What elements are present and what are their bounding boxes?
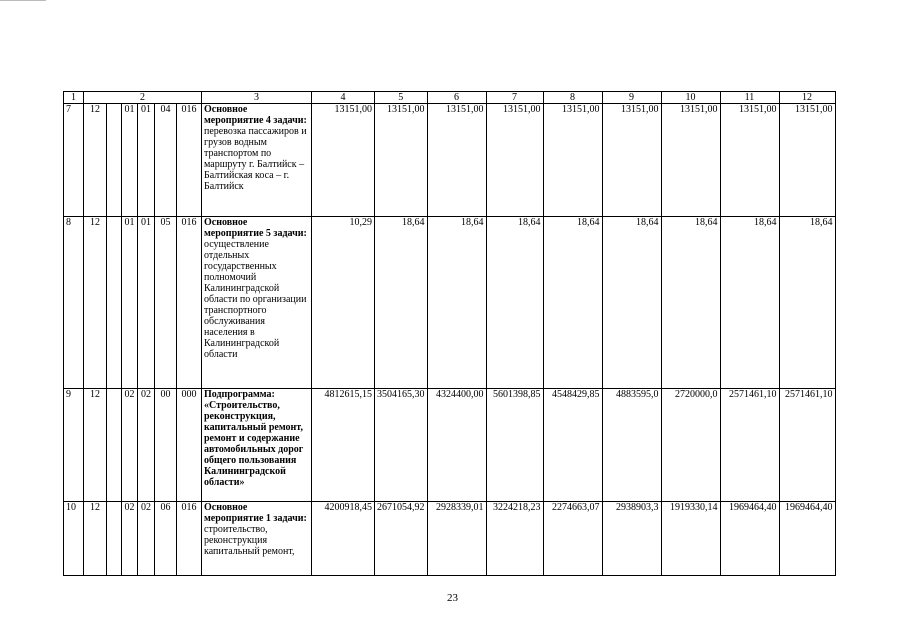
code-cell: 12 <box>84 389 107 502</box>
code-cell: 06 <box>155 502 177 576</box>
value-cell: 18,64 <box>661 217 720 389</box>
page-number: 23 <box>447 592 458 604</box>
scan-edge-mark <box>0 0 46 4</box>
value-cell: 1919330,14 <box>661 502 720 576</box>
row-number: 9 <box>64 389 84 502</box>
value-cell: 13151,00 <box>661 104 720 217</box>
value-cell: 4812615,15 <box>312 389 375 502</box>
value-cell: 2938903,3 <box>602 502 661 576</box>
value-cell: 5601398,85 <box>486 389 543 502</box>
code-cell: 12 <box>84 217 107 389</box>
empty-cell <box>107 104 122 217</box>
header-cell: 10 <box>661 92 720 104</box>
description-cell <box>202 389 312 502</box>
code-cell: 016 <box>177 217 202 389</box>
table-row <box>64 104 836 217</box>
code-cell: 01 <box>138 217 155 389</box>
code-cell: 04 <box>155 104 177 217</box>
description-text: перевозка пассажиров и грузов водным транспортом по маршруту г. Балтийск – Балтийская коса – г. Балтийск <box>204 126 307 192</box>
code-cell: 02 <box>138 389 155 502</box>
header-cell: 2 <box>84 92 202 104</box>
value-cell: 18,64 <box>720 217 779 389</box>
description-cell <box>202 502 312 576</box>
value-cell: 13151,00 <box>602 104 661 217</box>
value-cell: 13151,00 <box>312 104 375 217</box>
value-cell: 4548429,85 <box>543 389 602 502</box>
value-cell: 13151,00 <box>375 104 428 217</box>
header-row <box>64 92 836 104</box>
value-cell: 13151,00 <box>543 104 602 217</box>
code-cell: 02 <box>122 389 138 502</box>
description-text: осуществление отдельных государственных полномочий Калининградской области по организации транспортного обслуживания населения в Калининградской области <box>204 239 307 360</box>
empty-cell <box>107 502 122 576</box>
value-cell: 2928339,01 <box>427 502 486 576</box>
row-number: 7 <box>64 104 84 217</box>
value-cell: 2274663,07 <box>543 502 602 576</box>
empty-cell <box>107 217 122 389</box>
value-cell: 13151,00 <box>427 104 486 217</box>
code-cell: 01 <box>138 104 155 217</box>
description-bold: Основное мероприятие 1 задачи: <box>204 502 307 524</box>
value-cell: 2571461,10 <box>720 389 779 502</box>
value-cell: 18,64 <box>486 217 543 389</box>
table-row <box>64 389 836 502</box>
empty-cell <box>107 389 122 502</box>
table-row <box>64 217 836 389</box>
value-cell: 18,64 <box>779 217 835 389</box>
description-cell <box>202 104 312 217</box>
value-cell: 18,64 <box>427 217 486 389</box>
value-cell: 18,64 <box>543 217 602 389</box>
header-cell: 12 <box>779 92 835 104</box>
header-cell: 4 <box>312 92 375 104</box>
header-cell: 1 <box>64 92 84 104</box>
value-cell: 2671054,92 <box>375 502 428 576</box>
budget-table <box>63 91 836 576</box>
value-cell: 18,64 <box>602 217 661 389</box>
code-cell: 05 <box>155 217 177 389</box>
code-cell: 01 <box>122 217 138 389</box>
code-cell: 016 <box>177 502 202 576</box>
value-cell: 10,29 <box>312 217 375 389</box>
value-cell: 13151,00 <box>779 104 835 217</box>
header-cell: 11 <box>720 92 779 104</box>
row-number: 8 <box>64 217 84 389</box>
value-cell: 18,64 <box>375 217 428 389</box>
code-cell: 01 <box>122 104 138 217</box>
description-bold: Подпрограмма: «Строительство, реконструкция, капитальный ремонт, ремонт и содержание автомобильных дорог общего пользования Калининградской области» <box>204 389 304 488</box>
description-cell <box>202 217 312 389</box>
code-cell: 000 <box>177 389 202 502</box>
description-bold: Основное мероприятие 5 задачи: <box>204 217 307 239</box>
value-cell: 3224218,23 <box>486 502 543 576</box>
header-cell: 3 <box>202 92 312 104</box>
value-cell: 2720000,0 <box>661 389 720 502</box>
code-cell: 02 <box>122 502 138 576</box>
header-cell: 6 <box>427 92 486 104</box>
value-cell: 4324400,00 <box>427 389 486 502</box>
code-cell: 12 <box>84 104 107 217</box>
code-cell: 016 <box>177 104 202 217</box>
description-text: строительство, реконструкция капитальный ремонт, <box>204 524 295 557</box>
value-cell: 2571461,10 <box>779 389 835 502</box>
value-cell: 1969464,40 <box>779 502 835 576</box>
table-row <box>64 502 836 576</box>
value-cell: 3504165,30 <box>375 389 428 502</box>
value-cell: 13151,00 <box>720 104 779 217</box>
header-cell: 9 <box>602 92 661 104</box>
code-cell: 00 <box>155 389 177 502</box>
value-cell: 1969464,40 <box>720 502 779 576</box>
description-bold: Основное мероприятие 4 задачи: <box>204 104 307 126</box>
header-cell: 8 <box>543 92 602 104</box>
value-cell: 13151,00 <box>486 104 543 217</box>
header-cell: 5 <box>375 92 428 104</box>
row-number: 10 <box>64 502 84 576</box>
code-cell: 12 <box>84 502 107 576</box>
header-cell: 7 <box>486 92 543 104</box>
code-cell: 02 <box>138 502 155 576</box>
value-cell: 4200918,45 <box>312 502 375 576</box>
value-cell: 4883595,0 <box>602 389 661 502</box>
